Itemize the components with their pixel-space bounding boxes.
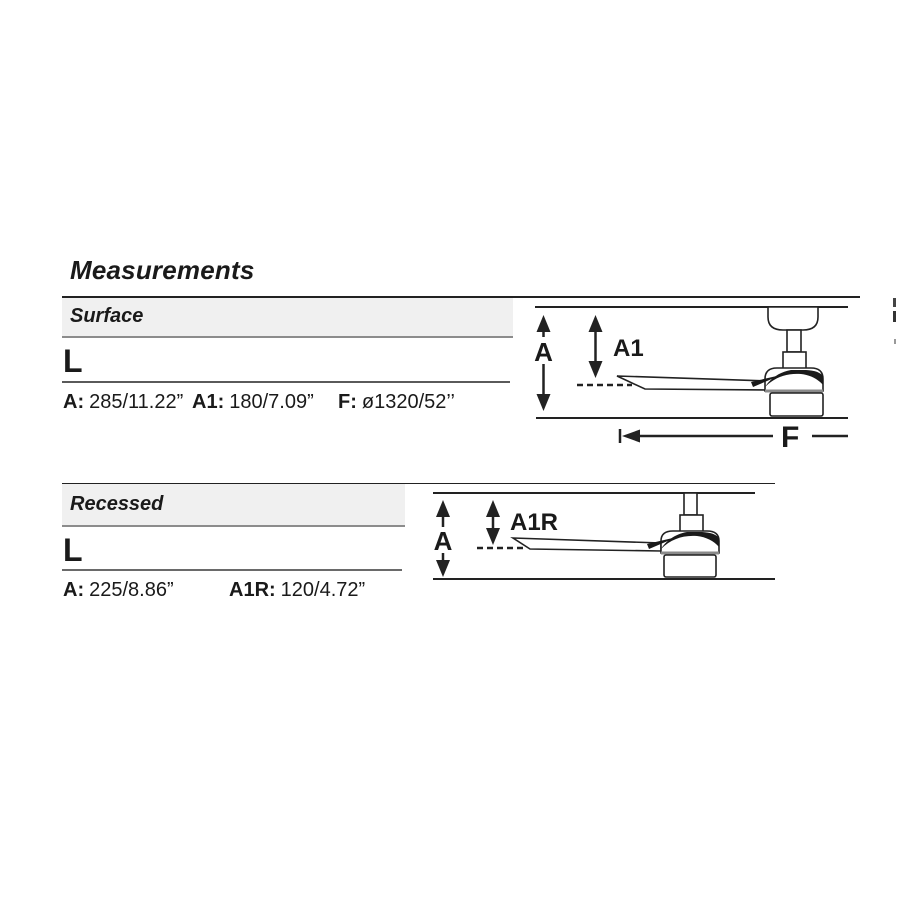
surface-dimension-label-a1: A1 — [613, 335, 644, 362]
surface-diameter-dimension-f — [620, 421, 848, 454]
surface-fan-coupler — [783, 352, 806, 369]
page-title: Measurements — [70, 255, 255, 285]
recessed-model-rule — [62, 569, 402, 571]
surface-fan-downrod — [787, 330, 801, 352]
recessed-header-band — [62, 484, 405, 527]
recessed-dimension-label-a: A — [433, 526, 453, 556]
surface-dimension-label-a: A — [534, 337, 553, 367]
recessed-fan-light-box — [664, 555, 716, 577]
surface-header-label: Surface — [70, 305, 144, 327]
surface-header-band — [62, 298, 513, 338]
recessed-model-cell: L — [63, 532, 83, 568]
surface-model-cell: L — [63, 343, 83, 379]
surface-dimension-arrow-a1 — [589, 315, 644, 378]
recessed-fan-downrod — [684, 493, 697, 515]
recessed-fan-blade — [513, 538, 661, 551]
surface-dimension-arrow-a — [531, 315, 556, 411]
surface-diagram — [513, 290, 900, 460]
recessed-dimension-arrow-a — [431, 500, 455, 577]
edge-artifacts — [893, 298, 896, 344]
surface-fan-blade — [617, 376, 770, 390]
recessed-diagram — [425, 470, 825, 605]
surface-spec-a1: A1: 180/7.09” — [192, 391, 314, 413]
surface-spec-a: A: 285/11.22” — [63, 391, 184, 413]
recessed-dimension-label-a1r: A1R — [510, 509, 559, 536]
recessed-header-label: Recessed — [70, 493, 164, 515]
recessed-spec-a: A: 225/8.86” — [63, 579, 174, 601]
recessed-fan-coupler — [680, 515, 703, 532]
surface-spec-f: F: ø1320/52’’ — [338, 391, 455, 413]
surface-dimension-label-f: F — [781, 421, 800, 454]
surface-spec-row — [62, 391, 522, 417]
recessed-spec-a1r: A1R: 120/4.72” — [229, 579, 366, 601]
surface-fan-canopy — [768, 307, 818, 330]
surface-fan-light-box — [770, 393, 823, 416]
recessed-spec-row — [62, 579, 462, 605]
surface-model-rule — [62, 381, 510, 383]
